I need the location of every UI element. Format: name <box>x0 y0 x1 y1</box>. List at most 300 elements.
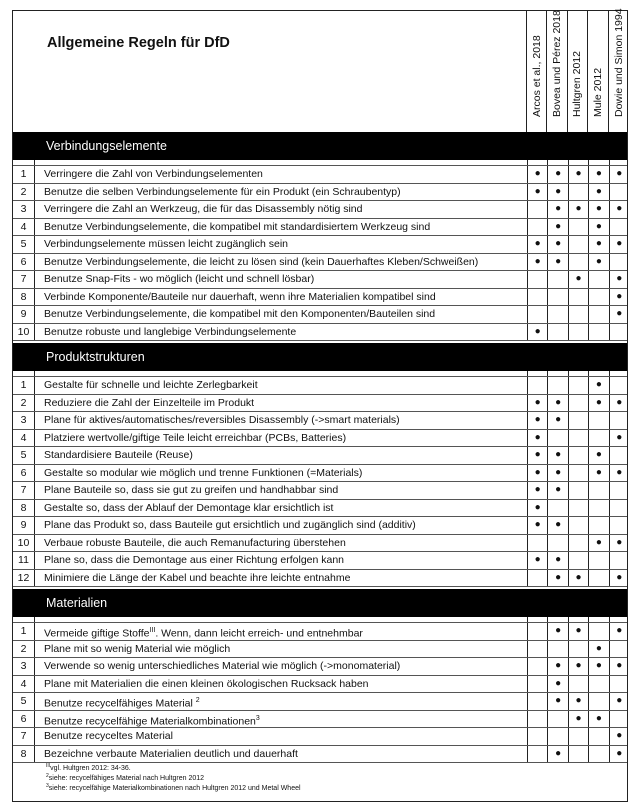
source-column-spacer <box>609 160 629 165</box>
rule-text <box>44 658 522 675</box>
source-mark: ● <box>588 395 608 412</box>
source-mark: ● <box>527 236 547 253</box>
source-empty-cell <box>568 552 588 569</box>
table-row <box>13 201 627 219</box>
rule-text-main: Verringere die Zahl an Werkzeug, die für das Disassembly nötig sind <box>44 203 363 215</box>
rule-text <box>44 306 522 323</box>
rule-text-main: Plane so, dass die Demontage aus einer Richtung erfolgen kann <box>44 554 345 566</box>
rule-text <box>44 219 522 236</box>
footnote <box>46 763 131 772</box>
source-empty-cell <box>527 570 547 587</box>
table-row <box>13 306 627 324</box>
source-empty-cell <box>568 430 588 447</box>
rule-text-main: Reduziere die Zahl der Einzelteile im Produkt <box>44 396 255 409</box>
source-empty-cell <box>547 500 567 517</box>
row-number: 1 <box>13 377 35 394</box>
source-column-spacer <box>547 160 567 165</box>
source-empty-cell <box>527 306 547 323</box>
row-number: 2 <box>13 184 35 201</box>
source-empty-cell <box>568 728 588 745</box>
source-empty-cell <box>527 535 547 552</box>
rule-text-main: Gestalte so modular wie möglich und trenne Funktionen (=Materials) <box>44 466 363 479</box>
source-empty-cell <box>547 430 567 447</box>
table-row <box>13 570 627 588</box>
rule-text <box>44 166 522 183</box>
table-row <box>13 482 627 500</box>
source-empty-cell <box>609 641 629 658</box>
number-column-spacer <box>13 160 35 165</box>
row-number: 10 <box>13 535 35 552</box>
table-row <box>13 184 627 202</box>
source-empty-cell <box>609 500 629 517</box>
rule-text <box>44 500 522 517</box>
source-column-spacer <box>547 617 567 622</box>
table-row <box>13 324 627 342</box>
source-mark: ● <box>568 711 588 728</box>
rule-text <box>44 465 522 482</box>
source-empty-cell <box>588 306 608 323</box>
rule-text-continued: . Wenn, dann leicht erreich- und entnehmbar <box>155 627 363 640</box>
row-number: 7 <box>13 728 35 745</box>
source-mark: ● <box>588 711 608 728</box>
source-mark: ● <box>527 447 547 464</box>
row-number: 9 <box>13 306 35 323</box>
rule-text-main: Minimiere die Länge der Kabel und beachte ihre leichte entnahme <box>44 571 351 584</box>
rule-text-main: Plane mit Materialien die einen kleinen ökologischen Rucksack haben <box>44 677 369 690</box>
source-mark: ● <box>547 236 567 253</box>
source-mark: ● <box>527 254 547 271</box>
row-number: 8 <box>13 500 35 517</box>
source-empty-cell <box>547 711 567 728</box>
source-column-spacer <box>568 371 588 376</box>
footnote-reference: 2 <box>195 697 200 704</box>
source-mark: ● <box>527 517 547 534</box>
source-empty-cell <box>609 324 629 341</box>
source-mark: ● <box>588 219 608 236</box>
rule-text <box>44 746 522 763</box>
rule-text-main: Benutze die selben Verbindungselemente für ein Produkt (ein Schraubentyp) <box>44 185 401 198</box>
source-column-spacer <box>588 160 608 165</box>
source-empty-cell <box>547 324 567 341</box>
section-title: Verbindungselemente <box>46 139 167 153</box>
rule-text-main: Benutze Verbindungselemente, die leicht zu lösen sind (kein Dauerhaftes Kleben/Schweißen) <box>44 255 479 268</box>
row-number: 11 <box>13 552 35 569</box>
source-empty-cell <box>547 289 567 306</box>
rule-text-main: Benutze Verbindungselemente, die kompatibel mit standardisiertem Werkzeug sind <box>44 220 431 233</box>
source-mark: ● <box>609 623 629 640</box>
source-mark: ● <box>547 184 567 201</box>
row-number: 8 <box>13 289 35 306</box>
source-mark: ● <box>609 271 629 288</box>
source-mark: ● <box>609 289 629 306</box>
source-empty-cell <box>568 535 588 552</box>
source-column-spacer <box>527 617 547 622</box>
rule-text-main: Benutze recyceltes Material <box>44 730 173 742</box>
source-mark: ● <box>588 447 608 464</box>
source-mark: ● <box>547 482 567 499</box>
rule-text-main: Vermeide giftige Stoffe <box>44 627 150 640</box>
source-empty-cell <box>568 447 588 464</box>
table-row <box>13 693 627 711</box>
footnote-mark: 2 <box>46 773 49 779</box>
footnote <box>46 783 301 792</box>
row-number: 7 <box>13 271 35 288</box>
source-mark: ● <box>588 166 608 183</box>
row-number: 9 <box>13 517 35 534</box>
rule-text <box>44 676 522 693</box>
source-empty-cell <box>609 184 629 201</box>
source-mark: ● <box>609 430 629 447</box>
table-row <box>13 219 627 237</box>
source-mark: ● <box>588 254 608 271</box>
source-mark: ● <box>568 623 588 640</box>
source-empty-cell <box>547 306 567 323</box>
source-label: Hultgren 2012 <box>571 51 584 117</box>
source-empty-cell <box>527 658 547 675</box>
source-mark: ● <box>568 271 588 288</box>
rule-text-main: Standardisiere Bauteile (Reuse) <box>44 449 193 461</box>
table-row <box>13 535 627 553</box>
source-empty-cell <box>609 447 629 464</box>
rule-text <box>44 184 522 201</box>
source-mark: ● <box>547 570 567 587</box>
source-empty-cell <box>609 482 629 499</box>
source-empty-cell <box>609 552 629 569</box>
table-row <box>13 552 627 570</box>
source-empty-cell <box>568 641 588 658</box>
source-empty-cell <box>568 465 588 482</box>
source-header <box>588 11 608 132</box>
source-empty-cell <box>588 552 608 569</box>
source-mark: ● <box>609 658 629 675</box>
table-row <box>13 289 627 307</box>
source-mark: ● <box>609 236 629 253</box>
table-row <box>13 658 627 676</box>
source-empty-cell <box>588 728 608 745</box>
footnote-mark: 3 <box>46 783 49 789</box>
rule-text-main: Benutze recycelfähige Materialkombinationen <box>44 715 256 727</box>
table-row <box>13 236 627 254</box>
rule-text-main: Verwende so wenig unterschiedliches Material wie möglich (->monomaterial) <box>44 660 401 672</box>
source-mark: ● <box>547 693 567 710</box>
source-mark: ● <box>568 166 588 183</box>
table-row <box>13 254 627 272</box>
rule-text-main: Platziere wertvolle/giftige Teile leicht erreichbar (PCBs, Batteries) <box>44 431 347 444</box>
row-number: 6 <box>13 254 35 271</box>
rule-text <box>44 236 522 253</box>
source-empty-cell <box>568 676 588 693</box>
table-row <box>13 465 627 483</box>
source-empty-cell <box>588 676 608 693</box>
source-empty-cell <box>527 623 547 640</box>
source-empty-cell <box>527 219 547 236</box>
source-mark: ● <box>609 728 629 745</box>
source-mark: ● <box>568 658 588 675</box>
source-empty-cell <box>609 711 629 728</box>
source-mark: ● <box>609 395 629 412</box>
source-mark: ● <box>588 641 608 658</box>
source-mark: ● <box>547 676 567 693</box>
source-empty-cell <box>527 201 547 218</box>
source-mark: ● <box>588 201 608 218</box>
source-mark: ● <box>609 306 629 323</box>
table-row <box>13 395 627 413</box>
source-mark: ● <box>527 482 547 499</box>
rule-text <box>44 552 522 569</box>
row-number: 8 <box>13 746 35 763</box>
rule-text <box>44 711 522 728</box>
source-mark: ● <box>547 166 567 183</box>
source-empty-cell <box>609 254 629 271</box>
row-number: 5 <box>13 693 35 710</box>
rule-text <box>44 377 522 394</box>
source-header <box>568 11 588 132</box>
footnote-text: vgl. Hultgren 2012: 34-36. <box>50 765 131 772</box>
source-mark: ● <box>609 570 629 587</box>
row-number: 5 <box>13 447 35 464</box>
source-column-spacer <box>527 160 547 165</box>
rule-text-main: Benutze recycelfähiges Material <box>44 697 196 710</box>
source-mark: ● <box>609 201 629 218</box>
rule-text <box>44 535 522 552</box>
source-mark: ● <box>547 201 567 218</box>
rule-text-main: Benutze Snap-Fits - wo möglich (leicht und schnell lösbar) <box>44 273 315 285</box>
source-empty-cell <box>547 377 567 394</box>
rule-text <box>44 271 522 288</box>
row-number: 6 <box>13 465 35 482</box>
source-empty-cell <box>588 412 608 429</box>
rule-text-main: Benutze Verbindungselemente, die kompatibel mit den Komponenten/Bauteilen sind <box>44 308 436 320</box>
source-column-spacer <box>588 617 608 622</box>
footnote-reference: III <box>149 627 156 634</box>
source-empty-cell <box>547 728 567 745</box>
source-mark: ● <box>527 465 547 482</box>
row-number: 4 <box>13 219 35 236</box>
source-empty-cell <box>547 535 567 552</box>
table-row <box>13 641 627 659</box>
source-mark: ● <box>527 395 547 412</box>
source-mark: ● <box>588 658 608 675</box>
table-row <box>13 711 627 729</box>
source-empty-cell <box>588 746 608 763</box>
source-empty-cell <box>527 711 547 728</box>
rule-text-main: Bezeichne verbaute Materialien deutlich und dauerhaft <box>44 747 298 760</box>
rule-text-main: Plane Bauteile so, dass sie gut zu greifen und handhabbar sind <box>44 484 339 496</box>
title-cell <box>13 11 527 132</box>
row-number: 3 <box>13 658 35 675</box>
source-mark: ● <box>588 535 608 552</box>
source-empty-cell <box>609 517 629 534</box>
rule-text <box>44 641 522 658</box>
rule-text <box>44 324 522 341</box>
source-mark: ● <box>609 693 629 710</box>
source-mark: ● <box>568 693 588 710</box>
row-number: 3 <box>13 201 35 218</box>
source-empty-cell <box>568 236 588 253</box>
source-empty-cell <box>588 500 608 517</box>
source-mark: ● <box>568 201 588 218</box>
source-empty-cell <box>568 395 588 412</box>
source-mark: ● <box>527 324 547 341</box>
rule-text <box>44 693 522 710</box>
source-empty-cell <box>527 641 547 658</box>
rule-text <box>44 623 522 640</box>
source-empty-cell <box>568 500 588 517</box>
rule-text <box>44 728 522 745</box>
source-empty-cell <box>588 289 608 306</box>
source-empty-cell <box>568 746 588 763</box>
source-mark: ● <box>527 184 547 201</box>
source-mark: ● <box>527 430 547 447</box>
source-empty-cell <box>588 430 608 447</box>
source-mark: ● <box>547 517 567 534</box>
table-row <box>13 377 627 395</box>
source-empty-cell <box>568 324 588 341</box>
source-empty-cell <box>588 271 608 288</box>
source-empty-cell <box>568 482 588 499</box>
source-empty-cell <box>588 693 608 710</box>
source-empty-cell <box>547 641 567 658</box>
section-header <box>13 132 627 160</box>
rule-text-main: Verbinde Komponente/Bauteile nur dauerhaft, wenn ihre Materialien kompatibel sind <box>44 290 436 303</box>
source-label: Mule 2012 <box>591 67 604 117</box>
row-number: 4 <box>13 676 35 693</box>
source-column-spacer <box>568 617 588 622</box>
source-empty-cell <box>527 676 547 693</box>
table-row <box>13 728 627 746</box>
source-label: Dowie und Simon 1994 <box>612 8 625 117</box>
source-mark: ● <box>547 623 567 640</box>
rule-text-main: Benutze robuste und langlebige Verbindungselemente <box>44 325 297 338</box>
section-title: Materialien <box>46 596 108 610</box>
rule-text-main: Gestalte so, dass der Ablauf der Demontage klar ersichtlich ist <box>44 501 334 514</box>
source-mark: ● <box>527 412 547 429</box>
section-title: Produktstrukturen <box>46 350 145 364</box>
source-empty-cell <box>609 219 629 236</box>
table-row <box>13 676 627 694</box>
footnote-reference: 3 <box>255 714 260 722</box>
source-empty-cell <box>588 623 608 640</box>
source-empty-cell <box>609 377 629 394</box>
table-title: Allgemeine Regeln für DfD <box>47 35 230 51</box>
source-mark: ● <box>547 254 567 271</box>
source-mark: ● <box>609 535 629 552</box>
section-header <box>13 589 627 617</box>
table-row <box>13 447 627 465</box>
source-mark: ● <box>588 236 608 253</box>
section-header <box>13 343 627 371</box>
source-empty-cell <box>568 219 588 236</box>
source-mark: ● <box>527 500 547 517</box>
number-column-spacer <box>13 617 35 622</box>
source-empty-cell <box>588 324 608 341</box>
rule-text-main: Gestalte für schnelle und leichte Zerlegbarkeit <box>44 379 258 391</box>
source-empty-cell <box>527 693 547 710</box>
source-empty-cell <box>568 254 588 271</box>
source-mark: ● <box>609 746 629 763</box>
source-empty-cell <box>588 482 608 499</box>
row-number: 2 <box>13 395 35 412</box>
rule-text-main: Plane mit so wenig Material wie möglich <box>44 642 231 655</box>
rule-text-main: Plane für aktives/automatisches/reversibles Disassembly (->smart materials) <box>44 414 400 426</box>
row-number: 1 <box>13 166 35 183</box>
source-mark: ● <box>547 395 567 412</box>
source-mark: ● <box>547 552 567 569</box>
table-row <box>13 430 627 448</box>
source-mark: ● <box>588 377 608 394</box>
table-row <box>13 500 627 518</box>
source-empty-cell <box>527 728 547 745</box>
number-column-spacer <box>13 371 35 376</box>
table-row <box>13 746 627 764</box>
footnote-mark: III <box>46 763 51 769</box>
source-empty-cell <box>527 746 547 763</box>
rule-text <box>44 517 522 534</box>
source-label: Bovea und Pérez 2018 <box>551 10 564 117</box>
footnote-text: siehe: recycelfähige Materialkombinationen nach Hultgren 2012 und Metal Wheel <box>48 785 301 792</box>
source-empty-cell <box>568 184 588 201</box>
source-column-spacer <box>609 371 629 376</box>
source-mark: ● <box>527 166 547 183</box>
rule-text-main: Plane das Produkt so, dass Bauteile gut ersichtlich und zugänglich sind (additiv) <box>44 519 416 531</box>
source-empty-cell <box>568 377 588 394</box>
source-empty-cell <box>609 676 629 693</box>
source-mark: ● <box>609 465 629 482</box>
source-empty-cell <box>547 271 567 288</box>
table-row <box>13 271 627 289</box>
source-empty-cell <box>568 306 588 323</box>
source-header <box>609 8 629 132</box>
footnote-text: siehe: recycelfähiges Material nach Hultgren 2012 <box>48 775 205 782</box>
rule-text <box>44 412 522 429</box>
rule-text <box>44 570 522 587</box>
rule-text <box>44 482 522 499</box>
dfd-rules-table <box>12 10 628 802</box>
source-column-spacer <box>568 160 588 165</box>
source-empty-cell <box>568 289 588 306</box>
table-row <box>13 166 627 184</box>
source-column-spacer <box>547 371 567 376</box>
source-mark: ● <box>547 658 567 675</box>
rule-text <box>44 395 522 412</box>
source-empty-cell <box>568 412 588 429</box>
table-row <box>13 623 627 641</box>
source-mark: ● <box>547 412 567 429</box>
source-mark: ● <box>547 465 567 482</box>
source-mark: ● <box>547 447 567 464</box>
rule-text-main: Verbindungselemente müssen leicht zugänglich sein <box>44 238 288 250</box>
source-mark: ● <box>547 219 567 236</box>
source-mark: ● <box>609 166 629 183</box>
source-header <box>547 11 567 132</box>
table-row <box>13 517 627 535</box>
source-mark: ● <box>547 746 567 763</box>
rule-text <box>44 430 522 447</box>
source-header <box>527 11 547 132</box>
row-number: 12 <box>13 570 35 587</box>
source-empty-cell <box>568 517 588 534</box>
row-number: 7 <box>13 482 35 499</box>
row-number: 5 <box>13 236 35 253</box>
source-column-spacer <box>588 371 608 376</box>
rule-text <box>44 289 522 306</box>
row-number: 6 <box>13 711 35 728</box>
row-number: 3 <box>13 412 35 429</box>
source-empty-cell <box>588 570 608 587</box>
rule-text <box>44 201 522 218</box>
source-empty-cell <box>609 412 629 429</box>
row-number: 10 <box>13 324 35 341</box>
